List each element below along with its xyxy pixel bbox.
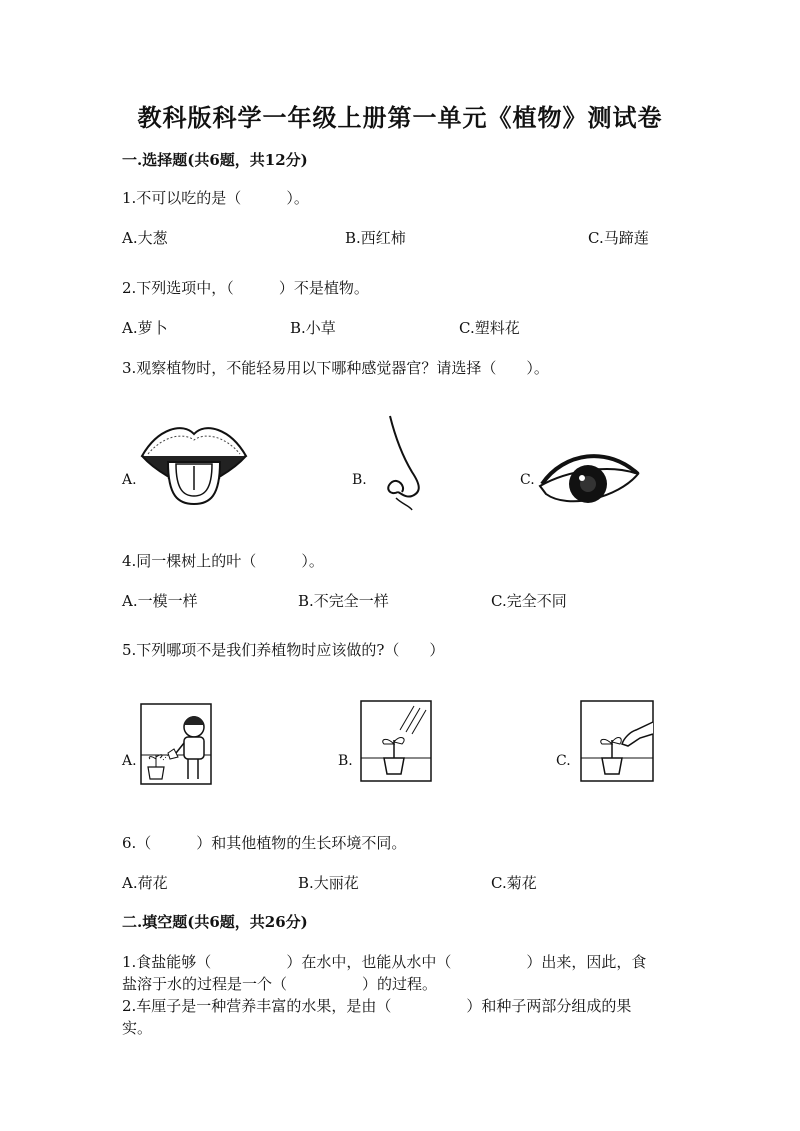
q5-option-a: A.	[122, 753, 137, 769]
fill-2-line-1: 2.车厘子是一种营养丰富的水果，是由（ ）和种子两部分组成的果	[122, 997, 632, 1015]
mouth-tongue-image	[138, 416, 250, 508]
q4-option-a: A.一模一样	[122, 592, 198, 610]
q6-option-a: A.荷花	[122, 874, 168, 892]
section-heading-choice: 一.选择题(共6题，共12分)	[122, 151, 308, 169]
page-title: 教科版科学一年级上册第一单元《植物》测试卷	[137, 103, 663, 132]
question-1-stem: 1.不可以吃的是（ ）。	[122, 189, 309, 207]
nose-image	[372, 412, 432, 512]
fill-2-line-2: 实。	[122, 1019, 153, 1037]
q6-option-c: C.菊花	[491, 874, 537, 892]
question-6-stem: 6.（ ）和其他植物的生长环境不同。	[122, 834, 407, 852]
q4-option-c: C.完全不同	[491, 592, 567, 610]
q1-option-c: C.马蹄莲	[588, 229, 649, 247]
q5-option-c: C.	[556, 753, 571, 769]
q3-option-a: A.	[122, 472, 137, 488]
question-3-stem: 3.观察植物时，不能轻易用以下哪种感觉器官？请选择（ ）。	[122, 359, 549, 377]
question-2-stem: 2.下列选项中，（ ）不是植物。	[122, 279, 369, 297]
q1-option-b: B.西红柿	[345, 229, 406, 247]
q3-option-b: B.	[352, 472, 367, 488]
eye-image	[538, 448, 642, 512]
q1-option-a: A.大葱	[122, 229, 168, 247]
hand-touching-plant-image	[580, 700, 654, 782]
fill-1-line-2: 盐溶于水的过程是一个（ ）的过程。	[122, 975, 438, 993]
q2-option-b: B.小草	[290, 319, 336, 337]
q2-option-a: A.萝卜	[122, 319, 168, 337]
section-heading-fill-blank: 二.填空题(共6题，共26分)	[122, 913, 308, 931]
q4-option-b: B.不完全一样	[298, 592, 389, 610]
q5-option-b: B.	[338, 753, 353, 769]
q2-option-c: C.塑料花	[459, 319, 520, 337]
question-4-stem: 4.同一棵树上的叶（ ）。	[122, 552, 324, 570]
q6-option-b: B.大丽花	[298, 874, 359, 892]
question-5-stem: 5.下列哪项不是我们养植物时应该做的?（ ）	[122, 641, 445, 659]
child-watering-plant-image	[140, 703, 212, 785]
plant-in-sunlight-image	[360, 700, 432, 782]
q3-option-c: C.	[520, 472, 535, 488]
fill-1-line-1: 1.食盐能够（ ）在水中，也能从水中（ ）出来，因此，食	[122, 953, 647, 971]
